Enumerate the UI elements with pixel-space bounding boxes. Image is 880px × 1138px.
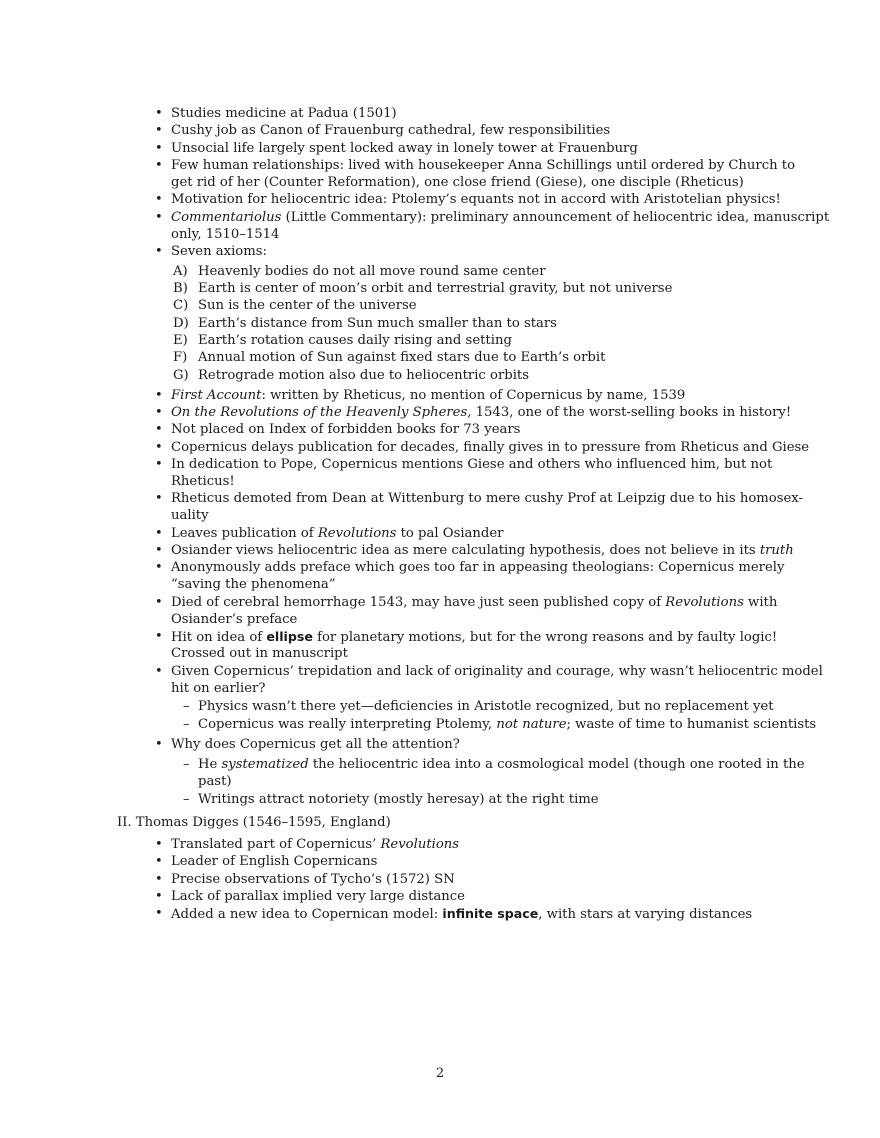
list-item xyxy=(171,628,777,646)
list-item-text: with xyxy=(743,595,778,610)
list-item-continuation: uality xyxy=(171,508,209,523)
list-item xyxy=(171,905,752,923)
dash-icon: – xyxy=(183,792,190,807)
list-item-text: : written by Rheticus, no mention of Copernicus by name, 1539 xyxy=(261,388,686,403)
axiom-letter: A) xyxy=(173,264,188,279)
axiom-text: Earth is center of moon’s orbit and terrestrial gravity, but not universe xyxy=(198,281,673,296)
list-item: Unsocial life largely spent locked away in lonely tower at Frauenburg xyxy=(171,141,638,156)
axiom-letter: E) xyxy=(173,333,188,348)
list-item: Seven axioms: xyxy=(171,244,267,259)
axiom-letter: C) xyxy=(173,298,189,313)
bullet-icon: • xyxy=(155,595,163,610)
list-item: Given Copernicus’ trepidation and lack of originality and courage, why wasn’t heliocentric model xyxy=(171,664,823,679)
axiom-text: Earth’s rotation causes daily rising and setting xyxy=(198,333,512,348)
book-title: Revolutions xyxy=(380,837,460,852)
dash-icon: – xyxy=(183,717,190,732)
list-item-continuation: hit on earlier? xyxy=(171,681,266,696)
axiom-letter: B) xyxy=(173,281,188,296)
axiom-text: Heavenly bodies do not all move round same center xyxy=(198,264,546,279)
list-item-text: Osiander views heliocentric idea as mere calculating hypothesis, does not believe in its xyxy=(171,543,760,558)
sub-item: Physics wasn’t there yet—deficiencies in Aristotle recognized, but no replacement yet xyxy=(198,699,774,714)
axiom-text: Annual motion of Sun against fixed stars due to Earth’s orbit xyxy=(198,350,606,365)
list-item-text: Added a new idea to Copernican model: xyxy=(171,907,443,922)
bullet-icon: • xyxy=(155,210,163,225)
list-item-text: to pal Osiander xyxy=(396,526,504,541)
list-item: Few human relationships: lived with housekeeper Anna Schillings until ordered by Church to xyxy=(171,158,796,173)
axiom-text: Earth’s distance from Sun much smaller than to stars xyxy=(198,316,557,331)
list-item-continuation: get rid of her (Counter Reformation), one close friend (Giese), one disciple (Rheticus) xyxy=(171,175,744,190)
emphasis: systematized xyxy=(221,757,309,772)
list-item-continuation: Osiander’s preface xyxy=(171,612,298,627)
list-item: Leader of English Copernicans xyxy=(171,854,378,869)
axiom-text: Retrograde motion also due to heliocentric orbits xyxy=(198,368,529,383)
dash-icon: – xyxy=(183,699,190,714)
bullet-icon: • xyxy=(155,244,163,259)
list-item-text: Hit on idea of xyxy=(171,630,267,645)
list-item-continuation: only, 1510–1514 xyxy=(171,227,280,242)
list-item xyxy=(171,542,794,559)
book-title: Revolutions xyxy=(317,526,397,541)
axiom-letter: G) xyxy=(173,368,189,383)
bullet-icon: • xyxy=(155,440,163,455)
sub-item-text: Copernicus was really interpreting Ptolemy, xyxy=(198,717,497,732)
list-item: Cushy job as Canon of Frauenburg cathedral, few responsibilities xyxy=(171,123,611,138)
bullet-icon: • xyxy=(155,141,163,156)
bullet-icon: • xyxy=(155,106,163,121)
emphasis: not nature xyxy=(496,717,567,732)
list-item: Precise observations of Tycho’s (1572) SN xyxy=(171,872,455,887)
bullet-icon: • xyxy=(155,457,163,472)
list-item-text: Translated part of Copernicus’ xyxy=(171,837,381,852)
bullet-icon: • xyxy=(155,629,163,644)
sub-item: Writings attract notoriety (mostly heresay) at the right time xyxy=(198,792,599,807)
bullet-icon: • xyxy=(155,543,163,558)
list-item-continuation: Crossed out in manuscript xyxy=(171,646,348,661)
list-item-text: (Little Commentary): preliminary announcement of heliocentric idea, manuscript xyxy=(281,210,830,225)
dash-icon: – xyxy=(183,757,190,772)
bullet-icon: • xyxy=(155,664,163,679)
list-item xyxy=(171,404,791,421)
sub-item-text: the heliocentric idea into a cosmological model (though one rooted in the xyxy=(308,757,805,772)
book-title: First Account xyxy=(171,388,262,403)
list-item: Studies medicine at Padua (1501) xyxy=(171,106,397,121)
list-item: Copernicus delays publication for decades, finally gives in to pressure from Rheticus and Giese xyxy=(171,440,810,455)
bullet-icon: • xyxy=(155,123,163,138)
bullet-icon: • xyxy=(155,405,163,420)
list-item xyxy=(171,387,685,404)
emphasis: truth xyxy=(759,543,794,558)
bullet-icon: • xyxy=(155,526,163,541)
axiom-letter: F) xyxy=(173,350,188,365)
list-item-text: Leaves publication of xyxy=(171,526,318,541)
list-item-text: Died of cerebral hemorrhage 1543, may have just seen published copy of xyxy=(171,595,666,610)
book-title: Revolutions xyxy=(665,595,744,610)
bullet-icon: • xyxy=(155,560,163,575)
list-item xyxy=(171,525,503,542)
list-item: Rheticus demoted from Dean at Wittenburg to mere cushy Prof at Leipzig due to his homosex- xyxy=(171,491,803,506)
bullet-icon: • xyxy=(155,491,163,506)
bold-term: ellipse xyxy=(266,629,313,644)
bullet-icon: • xyxy=(155,854,163,869)
bullet-icon: • xyxy=(155,192,163,207)
list-item xyxy=(171,836,459,853)
bullet-icon: • xyxy=(155,737,163,752)
bullet-icon: • xyxy=(155,906,163,921)
book-title: Commentariolus xyxy=(171,210,282,225)
section-heading: II. Thomas Digges (1546–1595, England) xyxy=(117,815,391,830)
bold-term: infinite space xyxy=(442,906,539,921)
list-item-text: for planetary motions, but for the wrong reasons and by faulty logic! xyxy=(312,630,778,645)
bullet-icon: • xyxy=(155,388,163,403)
axiom-letter: D) xyxy=(173,316,189,331)
list-item xyxy=(171,594,777,611)
page-number: 2 xyxy=(435,1066,445,1081)
sub-item-text: He xyxy=(198,757,222,772)
list-item-continuation: “saving the phenomena” xyxy=(171,577,336,592)
sub-item xyxy=(198,716,816,733)
sub-item-continuation: past) xyxy=(198,774,232,789)
bullet-icon: • xyxy=(155,872,163,887)
sub-item-text: ; waste of time to humanist scientists xyxy=(566,717,817,732)
list-item-text: , 1543, one of the worst-selling books in history! xyxy=(467,405,792,420)
bullet-icon: • xyxy=(155,158,163,173)
list-item-continuation: Rheticus! xyxy=(171,474,235,489)
sub-item xyxy=(198,756,805,773)
list-item: Anonymously adds preface which goes too far in appeasing theologians: Copernicus merely xyxy=(171,560,785,575)
bullet-icon: • xyxy=(155,422,163,437)
list-item: Not placed on Index of forbidden books for 73 years xyxy=(171,422,521,437)
list-item: Lack of parallax implied very large distance xyxy=(171,889,465,904)
book-title: On the Revolutions of the Heavenly Spheres xyxy=(171,405,468,420)
list-item: Why does Copernicus get all the attention? xyxy=(171,737,460,752)
list-item xyxy=(171,209,829,226)
bullet-icon: • xyxy=(155,889,163,904)
list-item: In dedication to Pope, Copernicus mentions Giese and others who influenced him, but not xyxy=(171,457,773,472)
bullet-icon: • xyxy=(155,837,163,852)
axiom-text: Sun is the center of the universe xyxy=(198,298,417,313)
list-item: Motivation for heliocentric idea: Ptolemy’s equants not in accord with Aristotelian physics! xyxy=(171,192,781,207)
list-item-text: , with stars at varying distances xyxy=(538,907,753,922)
